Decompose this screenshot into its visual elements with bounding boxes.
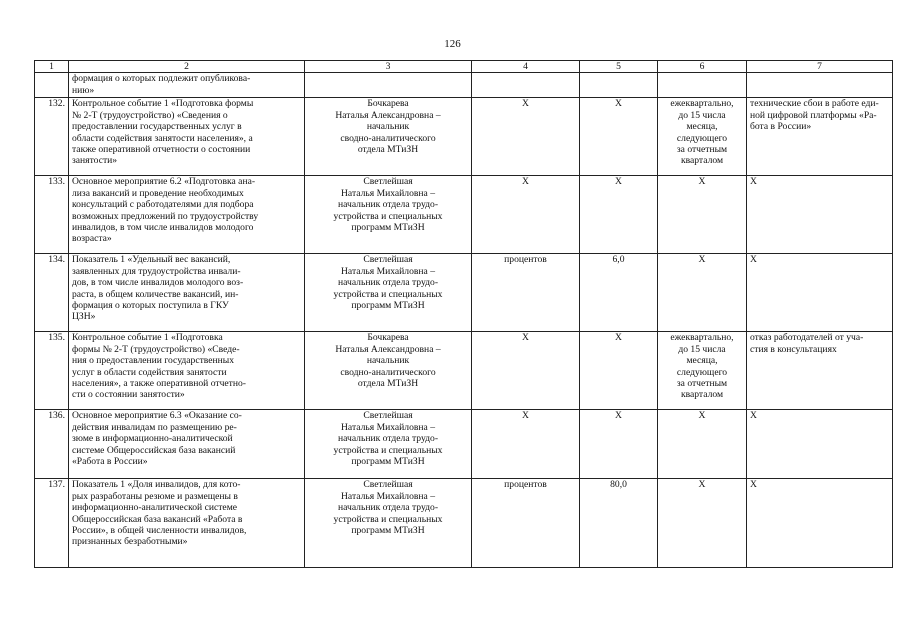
table-row [35,254,893,332]
value-cell: Х [580,176,658,254]
table-row [35,176,893,254]
responsible-cell: Светлейшая Наталья Михайловна – начальник отдела трудо- устройства и специальных программ МТиЗН [305,254,472,332]
deadline-cell: ежеквартально, до 15 числа месяца, следующего за отчетным кварталом [658,98,747,176]
responsible-cell: Светлейшая Наталья Михайловна – начальник отдела трудо- устройства и специальных программ МТиЗН [305,479,472,568]
column-number-row [35,61,893,73]
risks-cell: Х [747,479,893,568]
risks-cell: Х [747,410,893,479]
unit-cell: Х [472,98,580,176]
value-cell: Х [580,332,658,410]
value-cell: 6,0 [580,254,658,332]
table-row [35,98,893,176]
column-number: 5 [580,61,658,73]
row-number-cell: 133. [35,176,69,254]
row-number-cell: 137. [35,479,69,568]
column-number: 1 [35,61,69,73]
deadline-cell: ежеквартально, до 15 числа месяца, следующего за отчетным кварталом [658,332,747,410]
column-number: 6 [658,61,747,73]
risks-cell: технические сбои в работе еди- ной цифровой платформы «Ра- бота в России» [747,98,893,176]
value-cell: Х [580,410,658,479]
column-number: 2 [69,61,305,73]
deadline-cell: Х [658,254,747,332]
responsible-cell: Бочкарева Наталья Александровна – начальник сводно-аналитического отдела МТиЗН [305,332,472,410]
value-cell [580,73,658,98]
unit-cell [472,73,580,98]
deadline-cell: Х [658,410,747,479]
column-number: 7 [747,61,893,73]
page-number: 126 [444,38,461,50]
description-cell: Показатель 1 «Удельный вес вакансий, заявленных для трудоустройства инвали- дов, в том числе инвалидов молодого воз- раста, в общем количестве вакансий, ин- формация о которых поступила в ГКУ ЦЗН» [69,254,305,332]
unit-cell: Х [472,332,580,410]
unit-cell: Х [472,176,580,254]
table-row [35,332,893,410]
description-cell: Основное мероприятие 6.3 «Оказание со- действия инвалидам по размещению ре- зюме в информационно-аналитической системе Общероссийская база вакансий «Работа в России» [69,410,305,479]
row-number-cell: 134. [35,254,69,332]
unit-cell: процентов [472,479,580,568]
deadline-cell: Х [658,479,747,568]
deadline-cell [658,73,747,98]
row-number-cell: 132. [35,98,69,176]
responsible-cell: Светлейшая Наталья Михайловна – начальник отдела трудо- устройства и специальных программ МТиЗН [305,410,472,479]
risks-cell: Х [747,254,893,332]
plan-table [34,60,893,568]
column-number: 4 [472,61,580,73]
description-cell: Показатель 1 «Доля инвалидов, для кото- рых разработаны резюме и размещены в информационно-аналитической системе Общероссийская база вакансий «Работа в России», в общей численности инвалидов, признанных безработными» [69,479,305,568]
responsible-cell [305,73,472,98]
responsible-cell: Бочкарева Наталья Александровна – начальник сводно-аналитического отдела МТиЗН [305,98,472,176]
risks-cell: Х [747,176,893,254]
row-number-cell: 136. [35,410,69,479]
table-row [35,410,893,479]
description-cell: Основное мероприятие 6.2 «Подготовка ана- лиза вакансий и проведение необходимых консультаций с работодателями для подбора возможных предложений по трудоустройству инвалидов, в том числе инвалидов молодого возраста» [69,176,305,254]
value-cell: Х [580,98,658,176]
row-number-cell [35,73,69,98]
description-cell: Контрольное событие 1 «Подготовка формы № 2-Т (трудоустройство) «Сведе- ния о предоставлении государственных услуг в области содействия занятости населения», а также оперативной отчетно- сти о состоянии занятости» [69,332,305,410]
description-cell: Контрольное событие 1 «Подготовка формы № 2-Т (трудоустройство) «Сведения о предоставлении государственных услуг в области содействия занятости населения», а также оперативной отчетности о состоянии занятости» [69,98,305,176]
column-number: 3 [305,61,472,73]
value-cell: 80,0 [580,479,658,568]
risks-cell [747,73,893,98]
deadline-cell: Х [658,176,747,254]
risks-cell: отказ работодателей от уча- стия в консультациях [747,332,893,410]
table-row [35,479,893,568]
unit-cell: Х [472,410,580,479]
continuation-row [35,73,893,98]
description-cell: формация о которых подлежит опубликова- нию» [69,73,305,98]
row-number-cell: 135. [35,332,69,410]
responsible-cell: Светлейшая Наталья Михайловна – начальник отдела трудо- устройства и специальных программ МТиЗН [305,176,472,254]
unit-cell: процентов [472,254,580,332]
